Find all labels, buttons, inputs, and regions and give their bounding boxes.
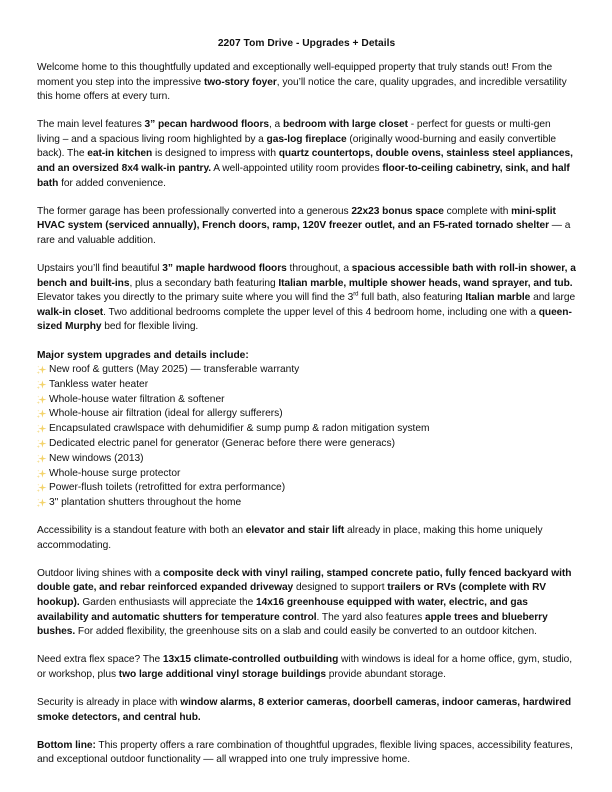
closing-paragraph xyxy=(37,739,576,768)
bold-text: 14x16 greenhouse equipped with water, electric, and gas availability and automatic shutters for temperature control xyxy=(37,596,528,623)
bold-text: quartz countertops, double ovens, stainless steel appliances, and an oversized 8x4 walk-in pantry. xyxy=(37,148,573,175)
upgrade-list-item xyxy=(37,363,576,378)
body-text: complete with xyxy=(443,205,512,217)
bold-text: spacious accessible bath with roll-in shower, a bench and built-ins xyxy=(37,263,576,289)
sparkle-icon xyxy=(36,469,49,480)
body-text: - perfect for guests or multi-gen living – and a spacious living room highlighted by a xyxy=(37,119,551,145)
bold-text: trailers or RVs (complete with RV hookup). xyxy=(37,582,547,608)
bold-text: two large additional vinyl storage buildings xyxy=(118,668,327,680)
bold-text: floor-to-ceiling cabinetry, sink, and half bath xyxy=(37,163,570,189)
bold-text: window alarms, 8 exterior cameras, doorbell cameras, indoor cameras, hardwired smoke detectors, and central hub. xyxy=(37,696,572,723)
body-text: bed for flexible living. xyxy=(101,321,199,333)
intro-paragraph xyxy=(37,205,576,249)
closing-paragraph xyxy=(37,653,576,682)
bold-text: apple trees and blueberry bushes. xyxy=(37,611,548,638)
upgrade-item-text: New roof & gutters (May 2025) — transferable warranty xyxy=(49,364,300,376)
superscript-text: rd xyxy=(353,291,359,298)
body-text: , plus a secondary bath featuring xyxy=(129,277,279,289)
upgrades-list-heading: Major system upgrades and details include: xyxy=(37,349,249,361)
body-text: Outdoor living shines with a xyxy=(37,567,163,579)
bold-text: Italian marble, multiple shower heads, wand sprayer, and tub. xyxy=(278,277,573,289)
body-text: — a rare and valuable addition. xyxy=(37,220,571,246)
bold-text: eat-in kitchen xyxy=(87,148,153,160)
bold-text: 3” maple hardwood floors xyxy=(162,263,287,275)
upgrade-item-text: Encapsulated crawlspace with dehumidifier & sump pump & radon mitigation system xyxy=(49,423,430,435)
upgrades-list xyxy=(37,363,576,511)
upgrade-list-item xyxy=(37,378,576,393)
body-text: Garden enthusiasts will appreciate the xyxy=(79,596,256,608)
upgrade-item-text: Dedicated electric panel for generator (Generac before there were generacs) xyxy=(49,438,395,450)
sparkle-icon xyxy=(36,424,49,435)
closing-paragraphs xyxy=(37,524,576,768)
upgrade-item-text: Whole-house air filtration (ideal for allergy sufferers) xyxy=(49,408,283,420)
body-text: . Two additional bedrooms complete the upper level of this 4 bedroom home, including one with a xyxy=(103,306,539,318)
upgrade-list-item xyxy=(37,452,576,467)
body-text: This property offers a rare combination of thoughtful upgrades, flexible living spaces, accessibility features, and exceptional outdoor functionality — all wrapped into one truly impressive home. xyxy=(37,739,573,766)
body-text: Elevator takes you directly to the primary suite where you will find the 3 xyxy=(37,292,354,304)
sparkle-icon xyxy=(36,454,49,465)
upgrade-item-text: Tankless water heater xyxy=(49,378,149,390)
intro-paragraphs xyxy=(37,61,576,335)
body-text: provide abundant storage. xyxy=(326,668,446,680)
bold-text: elevator and stair lift xyxy=(245,525,345,537)
upgrade-item-text: New windows (2013) xyxy=(49,452,144,464)
upgrade-list-item xyxy=(37,467,576,482)
body-text: already in place, making this home uniquely accommodating. xyxy=(37,525,543,551)
bold-text: Italian marble xyxy=(465,292,531,304)
bold-text: walk-in closet xyxy=(37,306,104,318)
bold-text: 3” pecan hardwood floors xyxy=(144,119,269,131)
upgrade-item-text: Whole-house surge protector xyxy=(49,467,181,479)
upgrade-list-item xyxy=(37,407,576,422)
upgrade-item-text: Whole-house water filtration & softener xyxy=(49,393,225,405)
body-text: The main level features xyxy=(37,119,145,131)
body-text: designed to support xyxy=(293,582,388,594)
body-text: For added flexibility, the greenhouse sits on a slab and could easily be converted to an outdoor kitchen. xyxy=(75,626,537,638)
body-text: Security is already in place with xyxy=(37,696,181,708)
body-text: A well-appointed utility room provides xyxy=(211,163,383,175)
document-title: 2207 Tom Drive - Upgrades + Details xyxy=(217,38,396,49)
sparkle-icon xyxy=(36,395,49,406)
bold-text: two-story foyer xyxy=(203,76,277,88)
body-text: is designed to impress with xyxy=(152,148,279,160)
sparkle-icon xyxy=(36,365,49,376)
intro-paragraph xyxy=(37,61,576,105)
bold-text: 13x15 climate-controlled outbuilding xyxy=(162,654,339,666)
closing-paragraph xyxy=(37,524,576,553)
sparkle-icon xyxy=(36,439,49,450)
intro-paragraph xyxy=(37,262,576,335)
upgrade-list-item xyxy=(37,437,576,452)
bold-text: 22x23 bonus space xyxy=(351,205,444,217)
upgrade-item-text: 3" plantation shutters throughout the home xyxy=(49,497,242,509)
body-text: , a xyxy=(269,119,283,131)
bold-text: mini-split HVAC system (serviced annually), French doors, ramp, 120V freezer outlet, and an F5-rated tornado shelter xyxy=(37,205,556,232)
sparkle-icon xyxy=(36,483,49,494)
body-text: Need extra flex space? The xyxy=(37,654,163,666)
body-text: The former garage has been professionally converted into a generous xyxy=(37,205,352,217)
body-text: Upstairs you’ll find beautiful xyxy=(37,263,163,275)
body-text: Accessibility is a standout feature with both an xyxy=(37,525,246,537)
bold-text: Bottom line: xyxy=(37,739,96,751)
body-text: and large xyxy=(530,292,576,304)
intro-paragraph xyxy=(37,118,576,191)
sparkle-icon xyxy=(36,409,49,420)
bold-text: gas-log fireplace xyxy=(266,133,347,145)
upgrade-list-item xyxy=(37,496,576,511)
upgrade-list-item xyxy=(37,481,576,496)
bold-text: composite deck with vinyl railing, stamped concrete patio, fully fenced backyard with double gate, and rebar reinforced expanded driveway xyxy=(37,567,572,594)
upgrade-item-text: Power-flush toilets (retrofitted for extra performance) xyxy=(49,482,286,494)
upgrade-list-item xyxy=(37,422,576,437)
bold-text: bedroom with large closet xyxy=(282,119,408,131)
sparkle-icon xyxy=(36,380,49,391)
body-text: with windows is ideal for a home office, gym, studio, or workshop, plus xyxy=(37,654,573,680)
body-text: Welcome home to this thoughtfully updated and exceptionally well-equipped property that truly stands out! From the moment you step into the impressive xyxy=(37,62,553,88)
body-text: , you’ll notice the care, quality upgrades, and incredible versatility this home offers at every turn. xyxy=(37,76,567,103)
body-text: . The yard also features xyxy=(316,611,425,623)
sparkle-icon xyxy=(36,498,49,509)
body-text: for added convenience. xyxy=(58,177,166,189)
body-text: throughout, a xyxy=(286,263,352,275)
closing-paragraph xyxy=(37,696,576,725)
bold-text: queen-sized Murphy xyxy=(37,306,572,333)
body-text: full bath, also featuring xyxy=(358,292,466,304)
body-text: (originally wood-burning and easily convertible back). The xyxy=(37,133,557,160)
closing-paragraph xyxy=(37,567,576,640)
upgrade-list-item xyxy=(37,393,576,408)
